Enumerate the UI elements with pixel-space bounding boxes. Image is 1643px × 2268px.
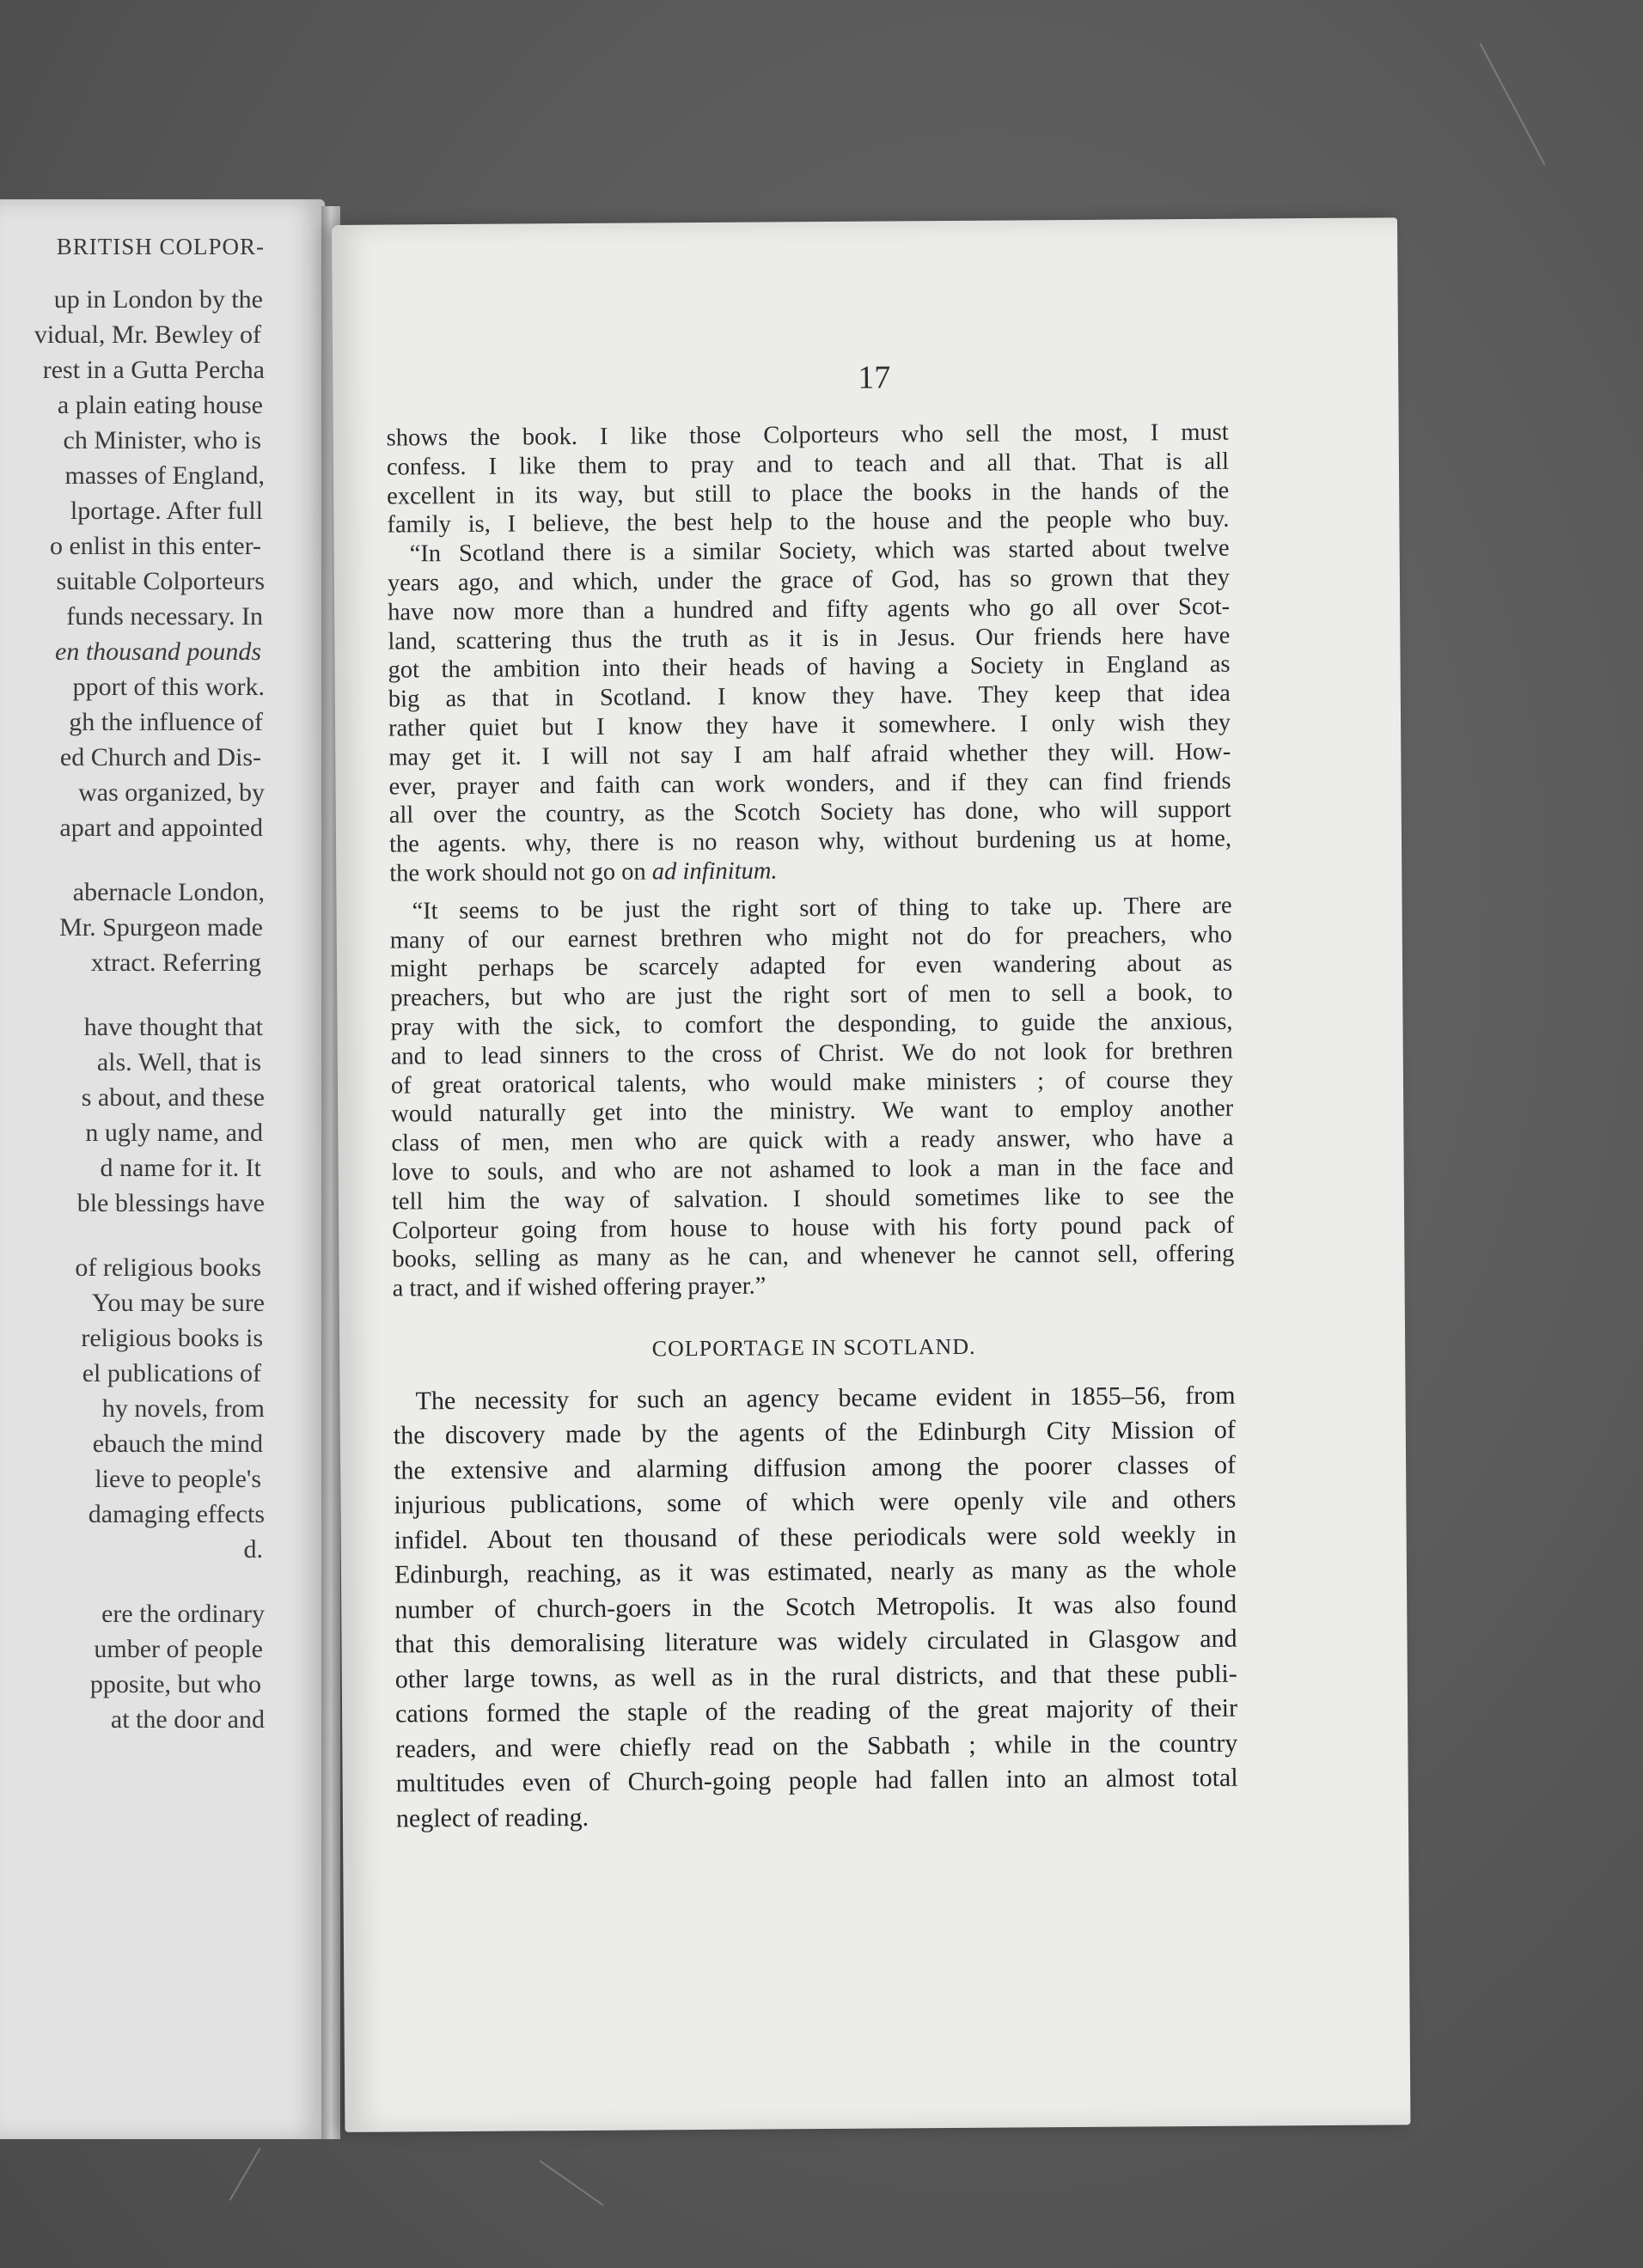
latin-phrase: ad infinitum. [651, 857, 778, 886]
text-line: injurious publications, some of which were openly vile and others [394, 1485, 1237, 1520]
left-text-line: a plain eating house [57, 391, 263, 419]
text-line: Edinburgh, reaching, as it was estimated, nearly as many as the whole [394, 1555, 1237, 1589]
text-line: that this demoralising literature was widely circulated in Glasgow and [394, 1625, 1237, 1659]
text-line: tell him the way of salvation. I should sometimes like to see the [391, 1182, 1235, 1216]
left-text-line: umber of people [94, 1635, 263, 1663]
text-line: books, selling as many as he can, and whenever he cannot sell, offering [392, 1241, 1235, 1273]
text-line: and to lead sinners to the cross of Christ. We do not look for brethren [390, 1037, 1233, 1070]
left-text-line: funds necessary. In [66, 602, 263, 631]
left-text-line: religious books is [81, 1324, 263, 1352]
left-text-line: vidual, Mr. Bewley of [34, 320, 261, 349]
text-line: infidel. About ten thousand of these periodicals were sold weekly in [394, 1520, 1237, 1555]
text-line: love to souls, and who are not ashamed to look a man in the face and [391, 1153, 1234, 1186]
left-text-line: hy novels, from [101, 1394, 265, 1423]
left-text-line: abernacle London, [72, 878, 265, 906]
left-text-line: rest in a Gutta Percha [42, 356, 265, 384]
left-text-line: apart and appointed [59, 814, 263, 842]
text-line: “In Scotland there is a similar Society, which was started about twelve [409, 534, 1230, 568]
left-text-line: Mr. Spurgeon made [59, 913, 263, 942]
left-text-line: xtract. Referring [90, 948, 261, 977]
left-text-line: was organized, by [78, 778, 265, 807]
text-line: would naturally get into the ministry. We want to employ another [391, 1095, 1234, 1128]
left-text-line: of religious books [75, 1253, 261, 1282]
text-line: have now more than a hundred and fifty agents who go all over Scot- [388, 593, 1231, 626]
left-text-line: ere the ordinary [101, 1600, 265, 1628]
text-line: preachers, but who are just the right sort of men to sell a book, to [390, 979, 1233, 1012]
left-text-line: lportage. After full [70, 497, 263, 525]
left-text-line: at the door and [110, 1705, 265, 1734]
text-line: ever, prayer and faith can work wonders, and if they can find friends [388, 767, 1231, 801]
left-text-line: pport of this work. [72, 673, 265, 701]
text-line: many of our earnest brethren who might not do for preachers, who [389, 921, 1232, 954]
left-text-line: masses of England, [64, 461, 265, 490]
text-line: a tract, and if wished offering prayer.” [392, 1272, 767, 1302]
left-text-line: lieve to people's [95, 1465, 261, 1493]
left-text-line: ble blessings have [76, 1189, 265, 1217]
left-text-line: up in London by the [53, 285, 263, 314]
left-text-line: als. Well, that is [96, 1048, 261, 1076]
text-line: other large towns, as well as in the rural districts, and that these publi- [394, 1659, 1237, 1694]
left-text-line: ed Church and Dis- [59, 743, 261, 771]
left-text-line: pposite, but who [89, 1670, 261, 1698]
text-line: land, scattering thus the truth as it is in Jesus. Our friends here have [388, 622, 1231, 655]
text-line: pray with the sick, to comfort the desponding, to guide the anxious, [390, 1008, 1233, 1041]
text-line: may get it. I will not say I am half afraid whether they will. How- [388, 738, 1231, 771]
text-line: multitudes even of Church-going people had fallen into an almost total [395, 1764, 1238, 1798]
text-line: cations formed the staple of the reading of the great majority of their [394, 1694, 1238, 1728]
left-text-line: s about, and these [81, 1083, 265, 1112]
page-number: 17 [858, 359, 891, 396]
text-line: shows the book. I like those Colporteurs who sell the most, I must [386, 418, 1229, 452]
left-text-line: el publications of [82, 1359, 261, 1387]
right-page [332, 217, 1410, 2132]
text-line: class of men, men who are quick with a ready answer, who have a [391, 1124, 1234, 1157]
page-body [387, 418, 1238, 1837]
text-line: big as that in Scotland. I know they have. They keep that idea [388, 680, 1231, 713]
quote-paragraph-1 [387, 418, 1230, 540]
text-line: The necessity for such an agency became evident in 1855–56, from [415, 1381, 1236, 1416]
text-line: might perhaps be scarcely adapted for even wandering about as [389, 950, 1233, 983]
text-line: got the ambition into their heads of having a Society in England as [388, 651, 1231, 684]
left-text-line: o enlist in this enter- [49, 532, 261, 560]
text-line: years ago, and which, under the grace of God, has so grown that they [387, 564, 1230, 597]
text-line: all over the country, as the Scotch Society has done, who will support [388, 796, 1231, 829]
left-text-line: have thought that [83, 1013, 263, 1041]
left-text-line: You may be sure [91, 1289, 265, 1317]
text-line: the agents. why, there is no reason why, without burdening us at home, [388, 825, 1232, 858]
text-line: “It seems to be just the right sort of thing to take up. There are [412, 892, 1232, 925]
text-line: Colporteur going from house to house with his forty pound pack of [392, 1211, 1235, 1245]
text-line: the extensive and alarming diffusion among the poorer classes of [394, 1450, 1237, 1485]
left-page-heading: BRITISH COLPOR- [56, 234, 265, 259]
left-text-line: n ugly name, and [85, 1119, 263, 1147]
text-line: excellent in its way, but still to place the books in the hands of the [387, 477, 1230, 510]
text-line: confess. I like them to pray and to teach and all that. That is all [386, 448, 1230, 481]
left-text-line: en thousand pounds [55, 637, 261, 666]
left-text-line: ebauch the mind [92, 1430, 263, 1458]
text-line: rather quiet but I know they have it somewhere. I only wish they [388, 709, 1231, 742]
left-text-line: d name for it. It [100, 1154, 261, 1182]
text-line: neglect of reading. [395, 1802, 589, 1833]
left-page [0, 199, 325, 2139]
quote-paragraph-2 [388, 534, 1232, 860]
text-line: readers, and were chiefly read on the Sabbath ; while in the country [395, 1728, 1238, 1764]
text-line: family is, I believe, the best help to the house and the people who buy. [387, 506, 1230, 539]
body-paragraph-1 [393, 1379, 1238, 1837]
text-line: of great oratorical talents, who would make ministers ; of course they [390, 1066, 1234, 1100]
left-text-line: d. [243, 1535, 263, 1564]
section-heading: COLPORTAGE IN SCOTLAND. [651, 1333, 976, 1362]
left-text-line: gh the influence of [69, 708, 263, 736]
text-line: the discovery made by the agents of the Edinburgh City Mission of [393, 1416, 1236, 1450]
left-text-line: ch Minister, who is [63, 426, 261, 454]
quote-paragraph-3 [389, 891, 1234, 1303]
left-text-line: damaging effects [88, 1500, 265, 1528]
text-line: number of church-goers in the Scotch Metropolis. It was also found [394, 1589, 1237, 1625]
text-line-prefix: the work should not go on [389, 858, 652, 887]
left-text-line: suitable Colporteurs [56, 567, 265, 595]
